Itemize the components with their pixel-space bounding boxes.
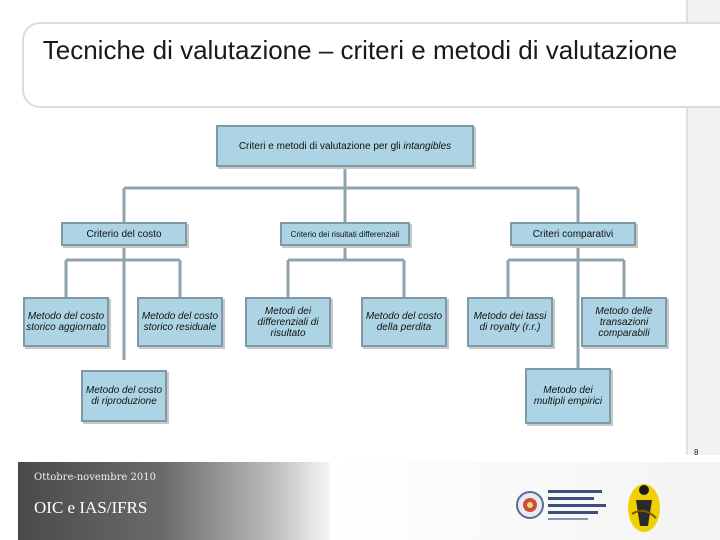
criterion-comparativi-label: Criteri comparativi	[532, 228, 614, 240]
connector-comparativi-bar	[508, 260, 624, 297]
method-label: Metodo delle transazioni comparabili	[595, 305, 653, 339]
method-label: Metodi dei differenziali di risultato	[257, 305, 319, 339]
method-costo-storico-aggiornato	[23, 297, 109, 347]
root-label-emphasis: intangibles	[403, 140, 452, 152]
odcec-logo-icon	[516, 482, 626, 528]
method-label: Metodo del costo di riproduzione	[85, 385, 163, 407]
method-differenziali-risultato	[245, 297, 331, 347]
method-label: Metodo dei tassi di royalty (r.r.)	[473, 311, 547, 333]
method-label: Metodo del costo della perdita	[365, 311, 443, 333]
page-number: 8	[694, 448, 699, 457]
footer-brand: OIC e IAS/IFRS	[34, 498, 148, 517]
criterion-risultati-differenziali	[280, 222, 410, 246]
method-label: Metodo del costo storico residuale	[141, 311, 219, 333]
method-label: Metodo del costo storico aggiornato	[26, 311, 106, 333]
method-multipli-empirici	[525, 368, 611, 424]
method-tassi-royalty	[467, 297, 553, 347]
criterion-comparativi	[510, 222, 636, 246]
criterion-costo	[61, 222, 187, 246]
root-node	[216, 125, 474, 167]
page-title: Tecniche di valutazione – criteri e metodi di valutazione	[42, 35, 678, 65]
footer-date: Ottobre-novembre 2010	[34, 472, 156, 483]
method-costo-riproduzione	[81, 370, 167, 422]
oic-logo-icon	[626, 478, 662, 534]
connector-risultati-bar	[288, 246, 404, 297]
method-label: Metodo dei multipli empirici	[533, 385, 603, 407]
method-costo-storico-residuale	[137, 297, 223, 347]
root-label: Criteri e metodi di valutazione per gli	[238, 140, 404, 152]
criterion-risultati-label: Criterio dei risultati differenziali	[290, 229, 400, 239]
method-transazioni-comparabili	[581, 297, 667, 347]
method-costo-perdita	[361, 297, 447, 347]
criterion-costo-label: Criterio del costo	[86, 228, 162, 240]
